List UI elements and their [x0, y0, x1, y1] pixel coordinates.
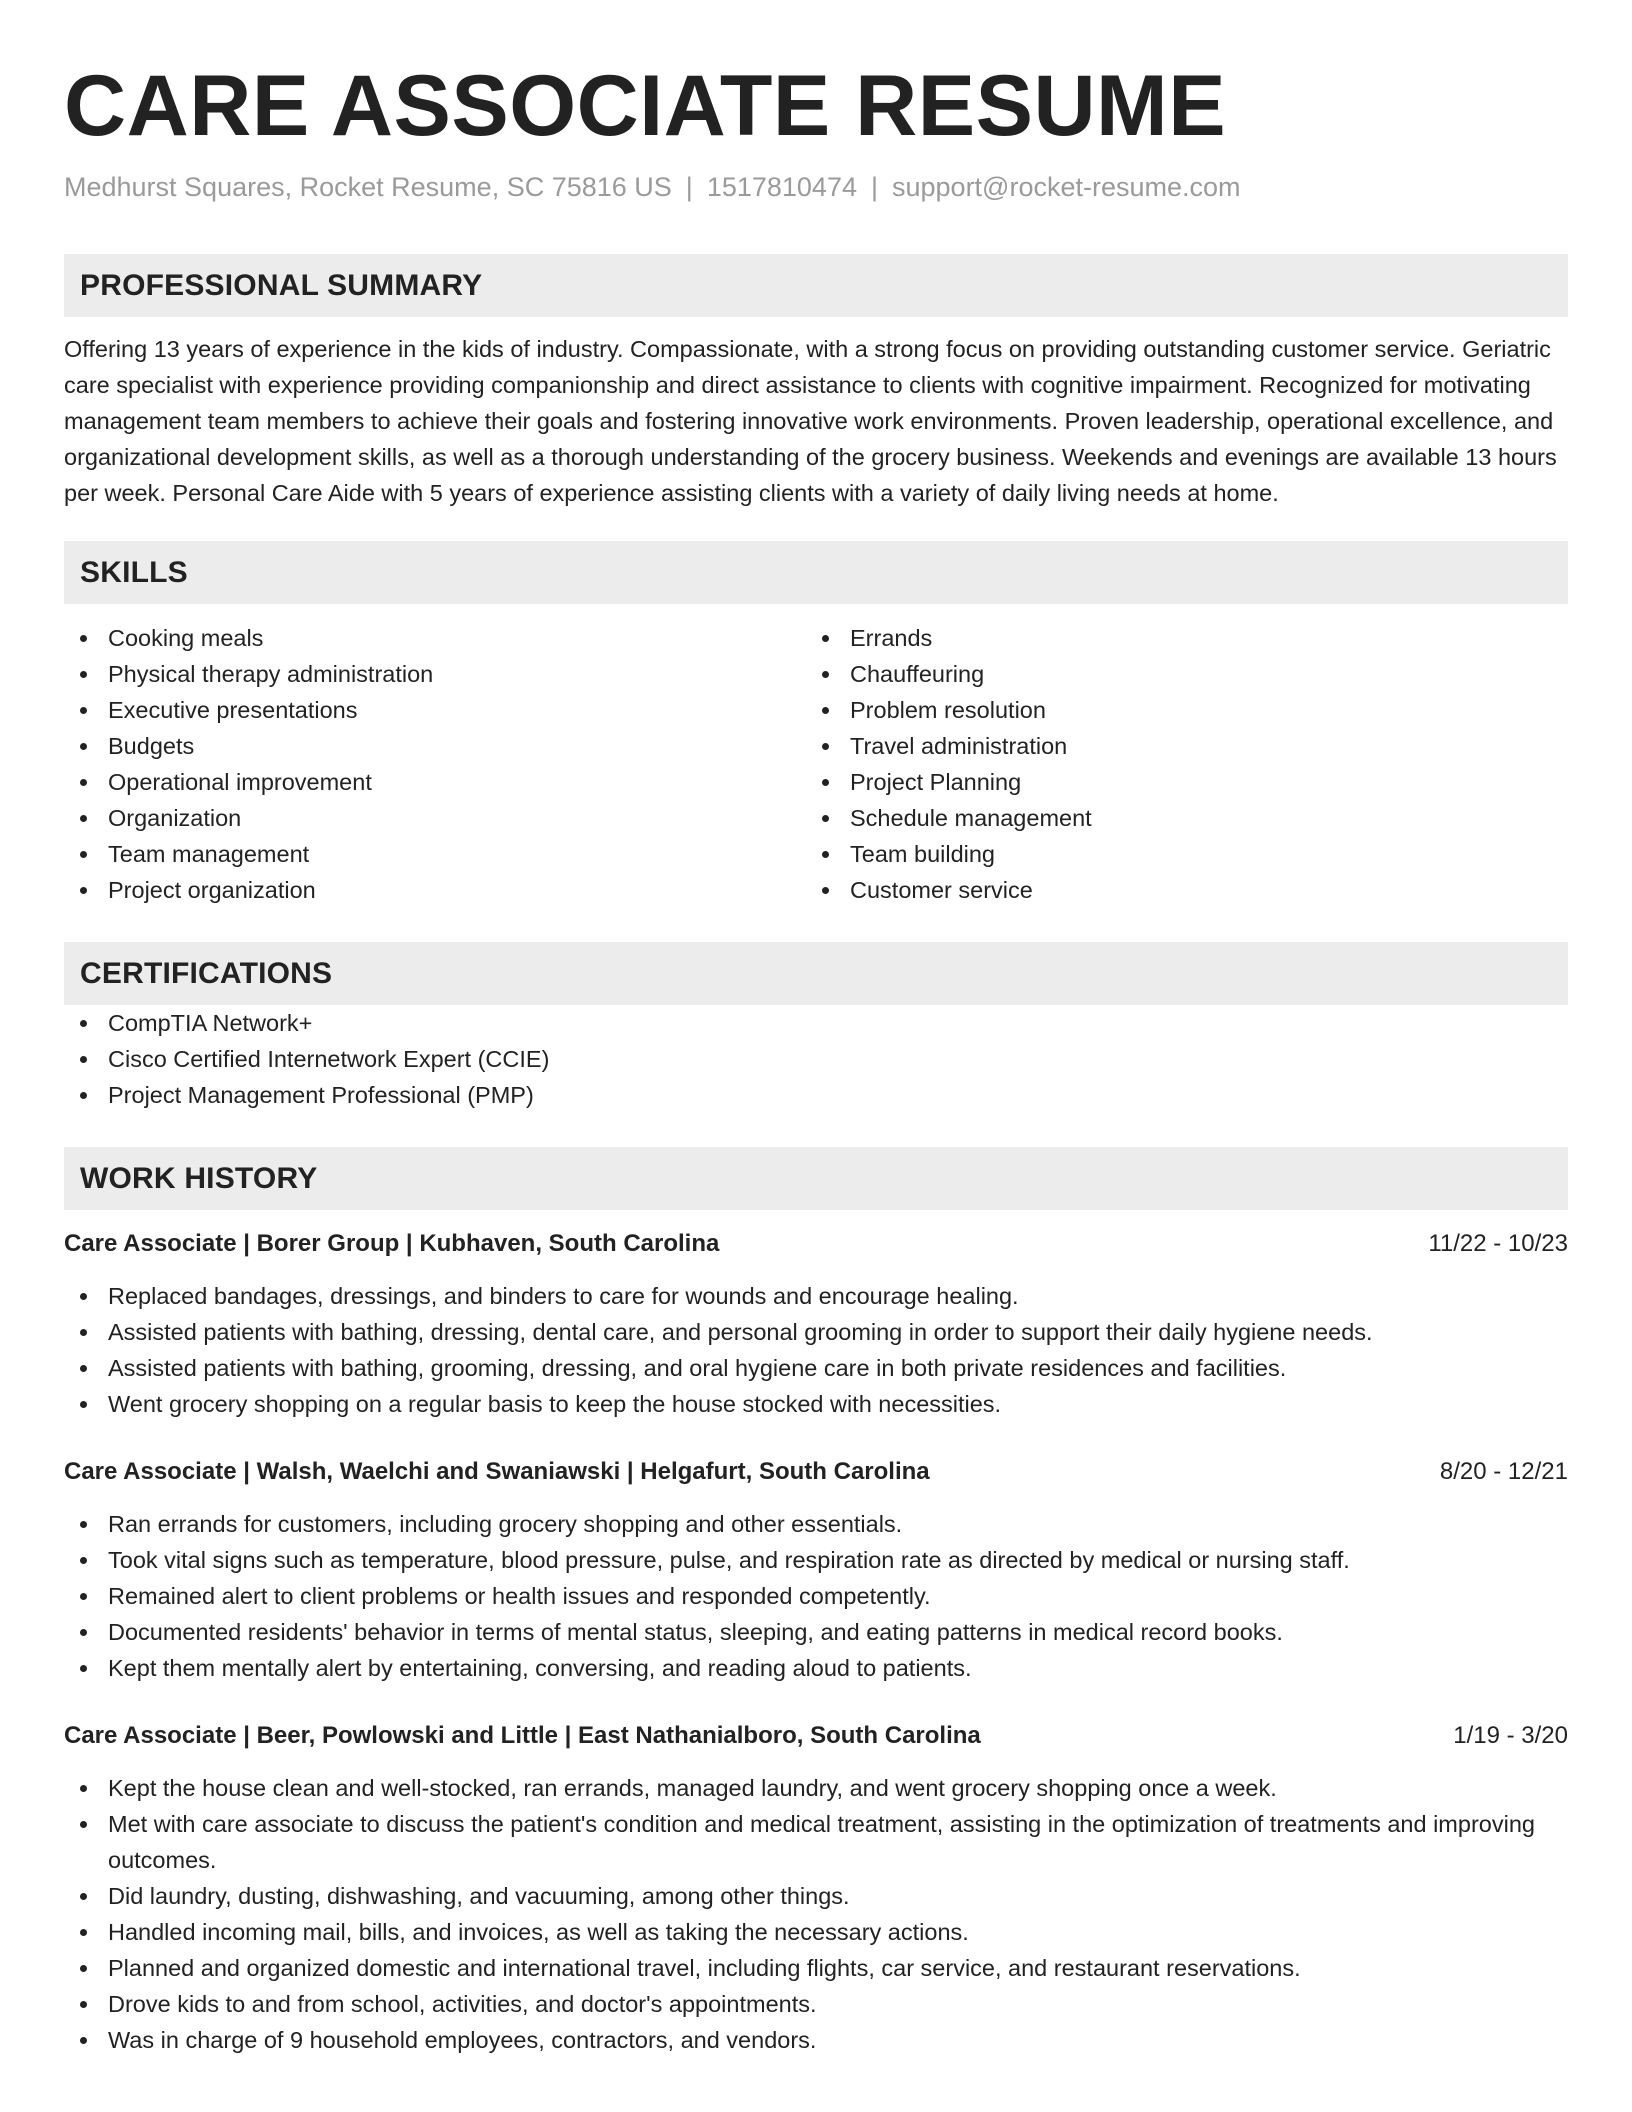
skill-item: Project organization [64, 872, 806, 908]
contact-separator: | [870, 172, 878, 202]
job-bullet: Documented residents' behavior in terms of mental status, sleeping, and eating patterns in medical record books. [64, 1614, 1568, 1650]
job-bullet: Drove kids to and from school, activities, and doctor's appointments. [64, 1986, 1568, 2022]
skill-item: Errands [806, 620, 1548, 656]
job-bullet: Kept them mentally alert by entertaining, conversing, and reading aloud to patients. [64, 1650, 1568, 1686]
certification-item: Project Management Professional (PMP) [64, 1077, 1568, 1113]
job-header [64, 1718, 1568, 1754]
job-dates: 1/19 - 3/20 [1453, 1722, 1568, 1749]
job-bullet: Did laundry, dusting, dishwashing, and vacuuming, among other things. [64, 1878, 1568, 1914]
resume-page [64, 0, 1568, 2058]
certification-item: CompTIA Network+ [64, 1005, 1568, 1041]
job-bullet: Assisted patients with bathing, grooming, dressing, and oral hygiene care in both private residences and facilities. [64, 1350, 1568, 1386]
contact-separator: | [685, 172, 693, 202]
skill-item: Customer service [806, 872, 1548, 908]
skill-item: Chauffeuring [806, 656, 1548, 692]
job-bullet: Went grocery shopping on a regular basis to keep the house stocked with necessities. [64, 1386, 1568, 1422]
contact-line [64, 170, 1568, 204]
job-dates: 11/22 - 10/23 [1428, 1230, 1568, 1257]
contact-address: Medhurst Squares, Rocket Resume, SC 75816 US [64, 172, 672, 202]
job-title: Care Associate | Walsh, Waelchi and Swaniawski | Helgafurt, South Carolina [64, 1458, 930, 1485]
job-dates: 8/20 - 12/21 [1439, 1458, 1568, 1485]
job-title: Care Associate | Beer, Powlowski and Little | East Nathanialboro, South Carolina [64, 1722, 981, 1749]
skill-item: Organization [64, 800, 806, 836]
skills-left-list [64, 620, 806, 908]
job-entry [64, 1718, 1568, 2058]
summary-text: Offering 13 years of experience in the kids of industry. Compassionate, with a strong focus on providing outstanding customer service. Geriatric care specialist with experience providing companionship and direct assistance to clients with cognitive impairment. Recognized for motivating management team members to achieve their goals and fostering innovative work environments. Proven leadership, operational excellence, and organizational development skills, as well as a thorough understanding of the grocery business. Weekends and evenings are available 13 hours per week. Personal Care Aide with 5 years of experience assisting clients with a variety of daily living needs at home. [64, 336, 1557, 506]
job-bullet: Handled incoming mail, bills, and invoices, as well as taking the necessary actions. [64, 1914, 1568, 1950]
skill-item: Budgets [64, 728, 806, 764]
job-bullet: Ran errands for customers, including grocery shopping and other essentials. [64, 1506, 1568, 1542]
job-bullet: Remained alert to client problems or health issues and responded competently. [64, 1578, 1568, 1614]
skill-item: Project Planning [806, 764, 1548, 800]
contact-email: support@rocket-resume.com [892, 172, 1241, 202]
resume-title: CARE ASSOCIATE RESUME [64, 58, 1227, 154]
skills-right-list [806, 620, 1548, 908]
job-bullet-list [64, 1278, 1568, 1422]
job-bullet: Was in charge of 9 household employees, contractors, and vendors. [64, 2022, 1568, 2058]
skill-item: Travel administration [806, 728, 1548, 764]
certifications-heading: CERTIFICATIONS [64, 942, 1568, 1005]
job-bullet: Met with care associate to discuss the patient's condition and medical treatment, assisting in the optimization of treatments and improving outcomes. [64, 1806, 1568, 1878]
skill-item: Schedule management [806, 800, 1548, 836]
work-history-heading: WORK HISTORY [64, 1147, 1568, 1210]
job-bullet: Replaced bandages, dressings, and binders to care for wounds and encourage healing. [64, 1278, 1568, 1314]
job-bullet-list [64, 1770, 1568, 2058]
skill-item: Physical therapy administration [64, 656, 806, 692]
skill-item: Executive presentations [64, 692, 806, 728]
skills-heading: SKILLS [64, 541, 1568, 604]
job-bullet: Assisted patients with bathing, dressing, dental care, and personal grooming in order to support their daily hygiene needs. [64, 1314, 1568, 1350]
skill-item: Team building [806, 836, 1548, 872]
skill-item: Operational improvement [64, 764, 806, 800]
job-bullet-list [64, 1506, 1568, 1686]
skill-item: Problem resolution [806, 692, 1548, 728]
job-bullet: Kept the house clean and well-stocked, ran errands, managed laundry, and went grocery shopping once a week. [64, 1770, 1568, 1806]
summary-heading: PROFESSIONAL SUMMARY [64, 254, 1568, 317]
skill-item: Cooking meals [64, 620, 806, 656]
job-header [64, 1454, 1568, 1490]
job-entry [64, 1454, 1568, 1686]
skills-columns [64, 620, 1568, 908]
job-title: Care Associate | Borer Group | Kubhaven, South Carolina [64, 1230, 720, 1257]
job-header [64, 1226, 1568, 1262]
job-bullet: Planned and organized domestic and international travel, including flights, car service, and restaurant reservations. [64, 1950, 1568, 1986]
job-bullet: Took vital signs such as temperature, blood pressure, pulse, and respiration rate as directed by medical or nursing staff. [64, 1542, 1568, 1578]
skill-item: Team management [64, 836, 806, 872]
certification-item: Cisco Certified Internetwork Expert (CCIE) [64, 1041, 1568, 1077]
contact-phone: 1517810474 [706, 172, 857, 202]
job-entry [64, 1226, 1568, 1422]
certifications-list [64, 1005, 1568, 1113]
